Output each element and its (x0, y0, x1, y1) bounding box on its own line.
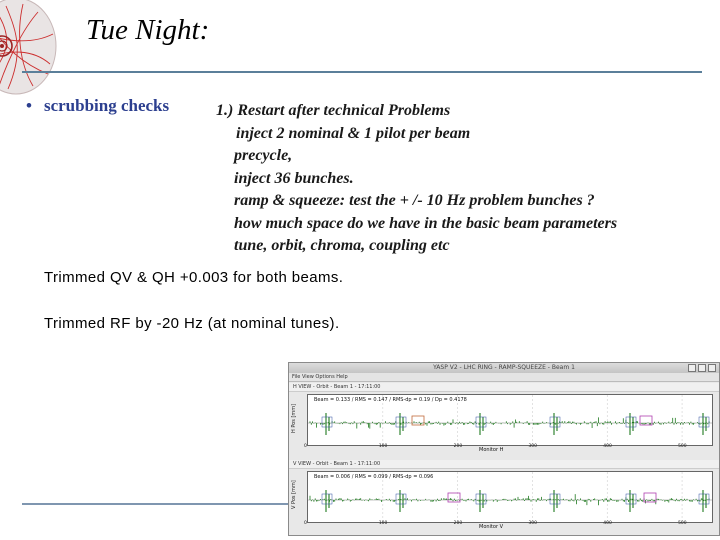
ip-marker-box (699, 417, 709, 427)
orbit-screenshot (288, 362, 720, 536)
x-tick-label: 500 (678, 444, 687, 449)
orbit-panel-v (289, 460, 719, 536)
note-tune-trim: Trimmed QV & QH +0.003 for both beams. (44, 269, 344, 286)
ip-spike (400, 413, 403, 435)
ip-spike (326, 490, 329, 512)
bullet-icon: • (26, 96, 32, 115)
ip-marker-box (476, 417, 486, 427)
ip-marker-box (476, 494, 486, 504)
x-tick-label: 100 (378, 521, 388, 526)
window-controls (688, 364, 716, 372)
x-tick-label: 400 (603, 521, 612, 526)
step-line: precycle, (234, 147, 293, 164)
x-ticks-v (304, 521, 711, 527)
orbit-panel-h (289, 383, 719, 459)
ip-marker-box (322, 417, 332, 427)
title-rule (22, 71, 702, 73)
step-line: ramp & squeeze: test the + /- 10 Hz problem bunches ? (234, 192, 595, 209)
stats-v: Beam = 0.006 / RMS = 0.099 / RMS-dp = 0.096 (314, 474, 434, 480)
bullet-item (26, 96, 169, 116)
x-tick-label: 200 (453, 521, 463, 526)
ip-spike (480, 490, 483, 512)
x-tick-label: 300 (528, 444, 538, 449)
ip-spike (400, 490, 403, 512)
panel-header-v: V VIEW - Orbit - Beam 1 - 17:11:00 (289, 460, 719, 469)
plot-h (307, 394, 713, 446)
footer-rule (22, 503, 290, 505)
close-icon[interactable] (708, 364, 716, 372)
step-line: tune, orbit, chroma, coupling etc (234, 237, 450, 254)
y-axis-label-v: V Pos [mm] (291, 480, 297, 510)
x-ticks-h (304, 444, 711, 450)
x-axis-label-h: Monitor H (479, 447, 504, 453)
x-tick-label: 100 (378, 444, 388, 449)
ip-marker-box (396, 417, 406, 427)
x-tick-label: 0 (304, 521, 307, 526)
orbit-bars (310, 494, 709, 505)
step-line: inject 2 nominal & 1 pilot per beam (236, 124, 471, 142)
ip-spike (554, 490, 557, 512)
ip-spike (703, 413, 706, 435)
step-line: inject 36 bunches. (234, 169, 354, 187)
menu-bar[interactable]: File View Options Help (289, 373, 719, 382)
note-rf-trim: Trimmed RF by -20 Hz (at nominal tunes). (44, 315, 340, 332)
step-line: 1.) Restart after technical Problems (216, 102, 451, 119)
y-axis-label-h: H Pos [mm] (291, 403, 297, 433)
ip-spike (480, 413, 483, 435)
x-tick-label: 0 (304, 444, 307, 449)
plot-v (307, 471, 713, 523)
x-tick-label: 400 (603, 444, 612, 449)
selection-marker (448, 493, 460, 502)
window-title: YASP V2 - LHC RING - RAMP-SQUEEZE - Beam 1 (289, 363, 719, 373)
x-axis-label-v: Monitor V (479, 524, 504, 530)
slide-title: Tue Night: (86, 14, 210, 46)
panel-header-h: H VIEW - Orbit - Beam 1 - 17:11:00 (289, 383, 719, 392)
ip-marker-box (626, 417, 636, 427)
ip-spike (703, 490, 706, 512)
steps-block (216, 100, 617, 258)
ip-marker-box (550, 494, 560, 504)
minimize-icon[interactable] (688, 364, 696, 372)
ip-marker-box (550, 417, 560, 427)
selection-marker (412, 416, 424, 425)
x-tick-label: 500 (678, 521, 687, 526)
step-line: how much space do we have in the basic beam parameters (234, 214, 618, 232)
bullet-text: scrubbing checks (43, 96, 170, 115)
ip-spike (326, 413, 329, 435)
x-tick-label: 300 (528, 521, 538, 526)
ip-spike (630, 413, 633, 435)
lhc-logo-graphic (0, 0, 64, 98)
x-tick-label: 200 (453, 444, 463, 449)
stats-h: Beam = 0.133 / RMS = 0.147 / RMS-dp = 0.19 / Dp = 0.4178 (314, 397, 467, 403)
maximize-icon[interactable] (698, 364, 706, 372)
ip-spike (630, 490, 633, 512)
ip-marker-box (699, 494, 709, 504)
